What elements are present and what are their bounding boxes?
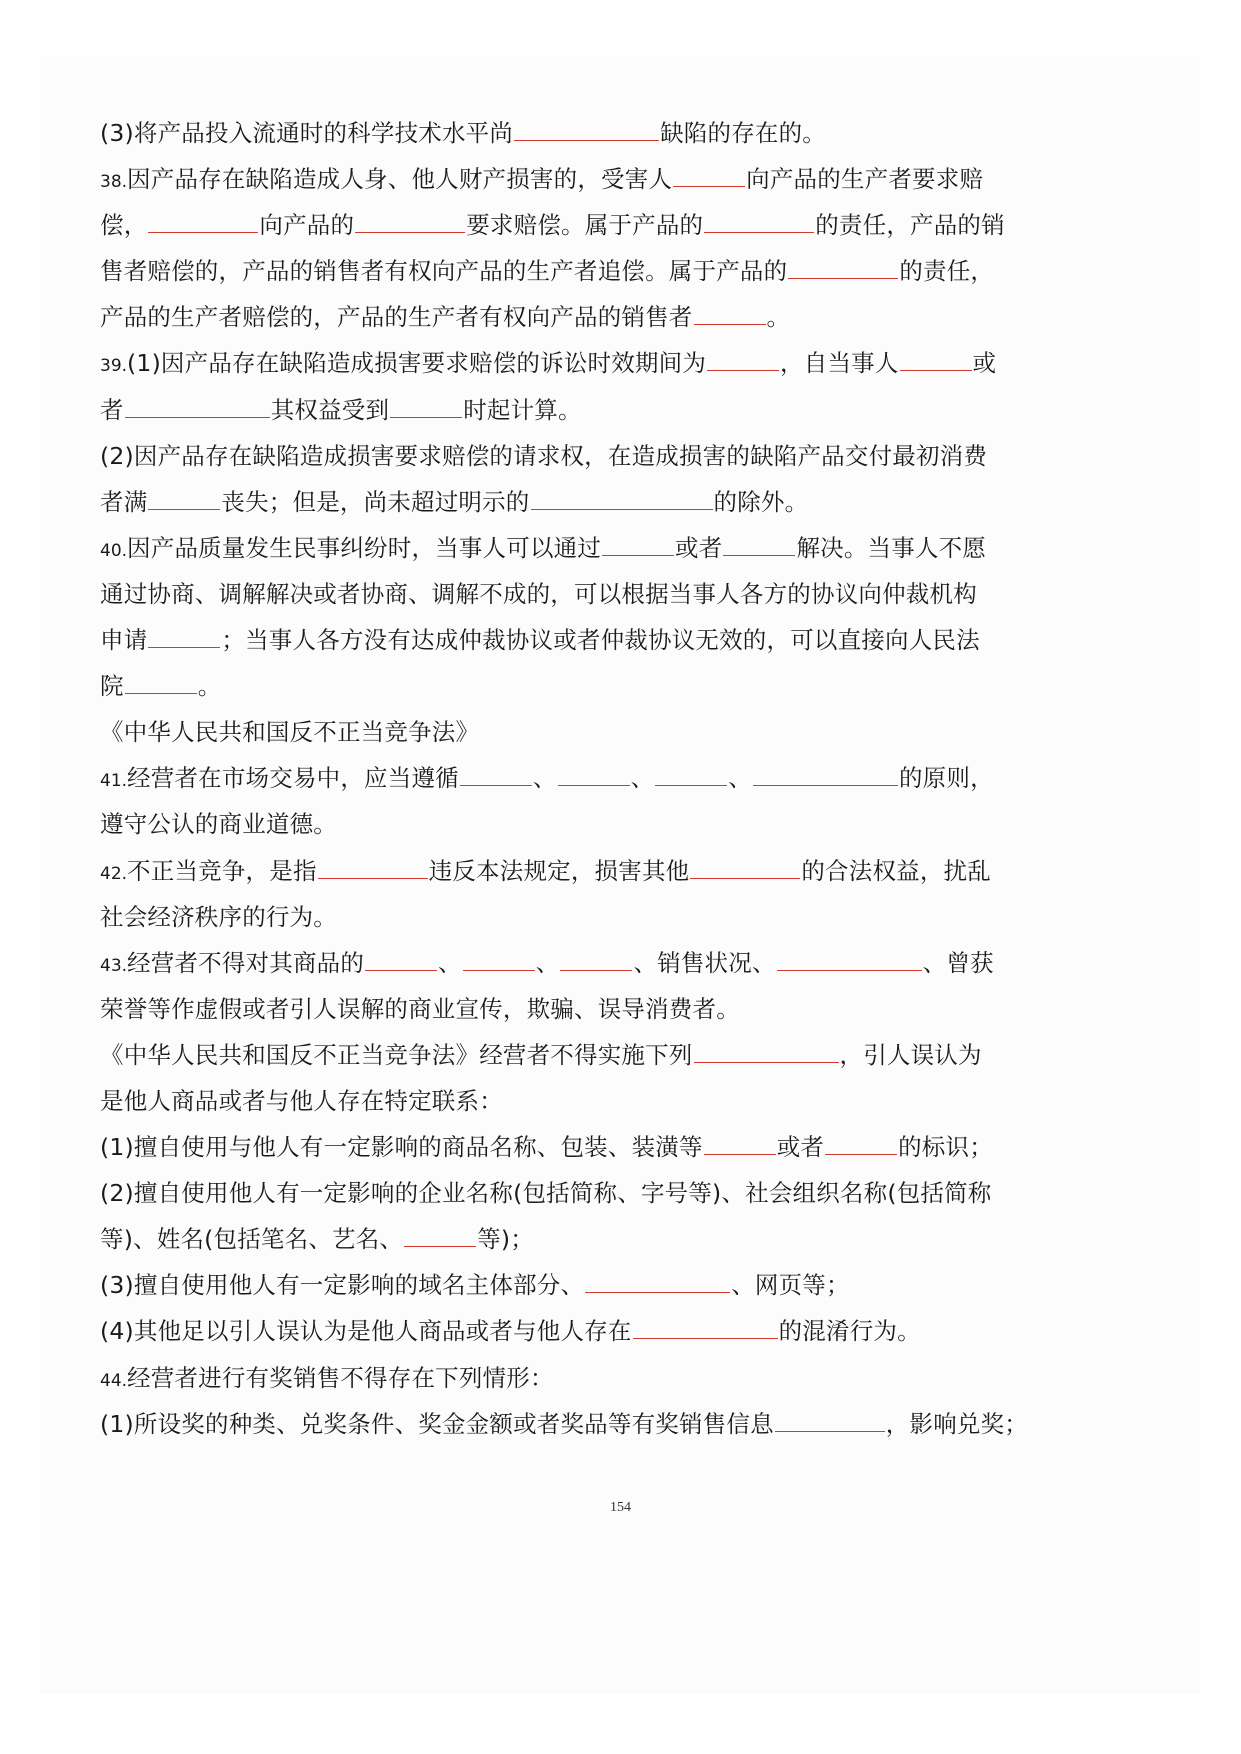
fill-in-blank[interactable] bbox=[655, 765, 727, 786]
text-segment: 、 bbox=[532, 764, 557, 793]
text-segment: 或者 bbox=[776, 1133, 825, 1162]
text-line bbox=[100, 294, 1010, 340]
text-line bbox=[100, 571, 1010, 617]
fill-in-blank[interactable] bbox=[365, 950, 437, 971]
fill-in-blank[interactable] bbox=[463, 950, 535, 971]
fill-in-blank[interactable] bbox=[404, 1226, 476, 1247]
fill-in-blank[interactable] bbox=[148, 212, 258, 233]
text-segment: (1)擅自使用与他人有一定影响的商品名称、包装、装潢等 bbox=[100, 1133, 703, 1162]
text-line bbox=[100, 433, 1010, 479]
text-segment: 时起计算。 bbox=[463, 395, 582, 424]
text-line bbox=[100, 986, 1010, 1032]
text-line bbox=[100, 801, 1010, 847]
text-line bbox=[100, 1170, 1010, 1216]
text-segment: 的混淆行为。 bbox=[778, 1317, 921, 1346]
text-segment: ，自当事人 bbox=[780, 349, 899, 378]
text-line bbox=[100, 848, 1010, 894]
question-number: 38. bbox=[100, 172, 128, 193]
text-line bbox=[100, 340, 1010, 386]
text-segment: 经营者进行有奖销售不得存在下列情形： bbox=[127, 1363, 554, 1392]
fill-in-blank[interactable] bbox=[125, 673, 197, 694]
text-segment: (3)将产品投入流通时的科学技术水平尚 bbox=[100, 119, 514, 147]
fill-in-blank[interactable] bbox=[788, 258, 898, 279]
text-segment: 、 bbox=[630, 764, 655, 793]
text-segment: 经营者在市场交易中，应当遵循 bbox=[127, 764, 459, 793]
text-line bbox=[100, 1355, 1010, 1401]
text-segment: 等)； bbox=[477, 1225, 534, 1254]
fill-in-blank[interactable] bbox=[704, 1134, 776, 1155]
text-segment: (3)擅自使用他人有一定影响的域名主体部分、 bbox=[100, 1271, 585, 1300]
text-line bbox=[100, 1032, 1010, 1078]
question-number: 41. bbox=[100, 771, 128, 792]
text-line bbox=[100, 755, 1010, 801]
fill-in-blank[interactable] bbox=[531, 489, 713, 510]
fill-in-blank[interactable] bbox=[753, 765, 898, 786]
text-segment: 不正当竞争，是指 bbox=[127, 856, 317, 885]
fill-in-blank[interactable] bbox=[355, 212, 465, 233]
question-number: 44. bbox=[100, 1370, 128, 1391]
text-segment: 的合法权益，扰乱 bbox=[801, 856, 991, 885]
text-segment: 缺陷的存在的。 bbox=[660, 119, 826, 147]
text-segment: 产品的生产者赔偿的，产品的生产者有权向产品的销售者 bbox=[100, 303, 693, 332]
text-segment: (1)因产品存在缺陷造成损害要求赔偿的诉讼时效期间为 bbox=[127, 349, 707, 378]
fill-in-blank[interactable] bbox=[148, 627, 220, 648]
question-number: 40. bbox=[100, 540, 128, 561]
text-line bbox=[100, 1262, 1010, 1308]
text-line bbox=[100, 202, 1010, 248]
page-number: 154 bbox=[610, 1500, 631, 1515]
question-number: 43. bbox=[100, 955, 128, 976]
text-segment: 经营者不得对其商品的 bbox=[127, 948, 365, 977]
text-line bbox=[100, 1216, 1010, 1262]
text-segment: (2)擅自使用他人有一定影响的企业名称(包括简称、字号等)、社会组织名称(包括简称 bbox=[100, 1179, 992, 1208]
question-number: 39. bbox=[100, 356, 128, 377]
text-segment: 其权益受到 bbox=[270, 395, 390, 424]
fill-in-blank[interactable] bbox=[723, 535, 795, 556]
text-segment: 的标识； bbox=[898, 1133, 993, 1162]
text-line bbox=[100, 525, 1010, 571]
text-line bbox=[100, 387, 1010, 433]
text-segment: ，影响兑奖； bbox=[885, 1409, 1028, 1438]
text-segment: 、 bbox=[728, 764, 752, 793]
text-segment: 。 bbox=[766, 303, 791, 332]
text-segment: 荣誉等作虚假或者引人误解的商业宣传，欺骗、误导消费者。 bbox=[100, 994, 740, 1023]
text-line bbox=[100, 617, 1010, 663]
text-segment: (2)因产品存在缺陷造成损害要求赔偿的请求权，在造成损害的缺陷产品交付最初消费 bbox=[100, 441, 988, 470]
text-segment: 、 bbox=[438, 948, 462, 977]
text-segment: 或 bbox=[972, 349, 997, 378]
text-line bbox=[100, 940, 1010, 986]
text-segment: ，引人误认为 bbox=[839, 1040, 982, 1069]
text-segment: 售者赔偿的，产品的销售者有权向产品的生产者追偿。属于产品的 bbox=[100, 257, 788, 286]
fill-in-blank[interactable] bbox=[825, 1134, 897, 1155]
text-line bbox=[100, 1078, 1010, 1124]
text-segment: 者满 bbox=[100, 487, 148, 516]
text-line bbox=[100, 1401, 1028, 1447]
text-line bbox=[100, 248, 1010, 294]
text-segment: 解决。当事人不愿 bbox=[796, 533, 987, 562]
text-segment: (4)其他足以引人误认为是他人商品或者与他人存在 bbox=[100, 1317, 632, 1346]
fill-in-blank[interactable] bbox=[558, 765, 630, 786]
fill-in-blank[interactable] bbox=[148, 489, 220, 510]
text-line bbox=[100, 709, 1010, 755]
text-line bbox=[100, 1124, 1010, 1170]
fill-in-blank[interactable] bbox=[125, 397, 270, 418]
text-segment: ；当事人各方没有达成仲裁协议或者仲裁协议无效的，可以直接向人民法 bbox=[221, 626, 980, 655]
fill-in-blank[interactable] bbox=[694, 1042, 839, 1063]
text-segment: 丧失；但是，尚未超过明示的 bbox=[221, 487, 530, 516]
text-segment: 申请 bbox=[100, 626, 148, 655]
fill-in-blank[interactable] bbox=[900, 350, 972, 371]
document-body bbox=[100, 110, 1028, 1447]
text-segment: 、销售状况、 bbox=[633, 948, 776, 977]
fill-in-blank[interactable] bbox=[585, 1272, 730, 1293]
fill-in-blank[interactable] bbox=[318, 858, 428, 879]
fill-in-blank[interactable] bbox=[694, 304, 766, 325]
text-segment: 者 bbox=[100, 395, 124, 424]
text-segment: 向产品的 bbox=[259, 211, 355, 240]
text-segment: 的责任，产品的销 bbox=[815, 211, 1005, 240]
fill-in-blank[interactable] bbox=[390, 397, 462, 418]
text-segment: 是他人商品或者与他人存在特定联系： bbox=[100, 1086, 503, 1115]
fill-in-blank[interactable] bbox=[777, 950, 922, 971]
text-line bbox=[100, 894, 1010, 940]
text-segment: 社会经济秩序的行为。 bbox=[100, 902, 337, 931]
text-segment: (1)所设奖的种类、兑奖条件、奖金金额或者奖品等有奖销售信息 bbox=[100, 1409, 774, 1438]
text-segment: 的责任， bbox=[899, 257, 995, 286]
text-line bbox=[100, 110, 1010, 156]
fill-in-blank[interactable] bbox=[514, 120, 659, 141]
text-segment: 《中华人民共和国反不正当竞争法》 bbox=[100, 718, 480, 747]
text-segment: 违反本法规定，损害其他 bbox=[428, 856, 690, 885]
fill-in-blank[interactable] bbox=[707, 350, 779, 371]
text-segment: 向产品的生产者要求赔 bbox=[746, 165, 984, 194]
fill-in-blank[interactable] bbox=[460, 765, 532, 786]
question-number: 42. bbox=[100, 863, 128, 884]
fill-in-blank[interactable] bbox=[704, 212, 814, 233]
fill-in-blank[interactable] bbox=[560, 950, 632, 971]
text-segment: 或者 bbox=[675, 533, 723, 562]
text-line bbox=[100, 156, 1010, 202]
text-segment: 、曾获 bbox=[922, 948, 994, 977]
text-segment: 要求赔偿。属于产品的 bbox=[466, 211, 704, 240]
fill-in-blank[interactable] bbox=[602, 535, 674, 556]
text-segment: 的除外。 bbox=[713, 487, 809, 516]
text-segment: 因产品质量发生民事纠纷时，当事人可以通过 bbox=[127, 533, 602, 562]
text-segment: 偿， bbox=[100, 211, 148, 240]
text-segment: 通过协商、调解解决或者协商、调解不成的，可以根据当事人各方的协议向仲裁机构 bbox=[100, 579, 977, 608]
text-segment: 、 bbox=[535, 948, 560, 977]
text-segment: 遵守公认的商业道德。 bbox=[100, 810, 337, 839]
fill-in-blank[interactable] bbox=[633, 1318, 778, 1339]
text-segment: 。 bbox=[197, 672, 222, 701]
text-segment: 院 bbox=[100, 672, 124, 701]
text-segment: 等)、姓名(包括笔名、艺名、 bbox=[100, 1225, 404, 1254]
text-segment: 、网页等； bbox=[731, 1271, 850, 1300]
text-segment: 的原则， bbox=[898, 764, 994, 793]
text-line bbox=[100, 479, 1010, 525]
fill-in-blank[interactable] bbox=[775, 1411, 885, 1432]
fill-in-blank[interactable] bbox=[690, 858, 800, 879]
text-line bbox=[100, 663, 1010, 709]
text-segment: 因产品存在缺陷造成人身、他人财产损害的，受害人 bbox=[127, 165, 673, 194]
fill-in-blank[interactable] bbox=[673, 166, 745, 187]
text-line bbox=[100, 1308, 1010, 1354]
text-segment: 《中华人民共和国反不正当竞争法》经营者不得实施下列 bbox=[100, 1040, 693, 1069]
